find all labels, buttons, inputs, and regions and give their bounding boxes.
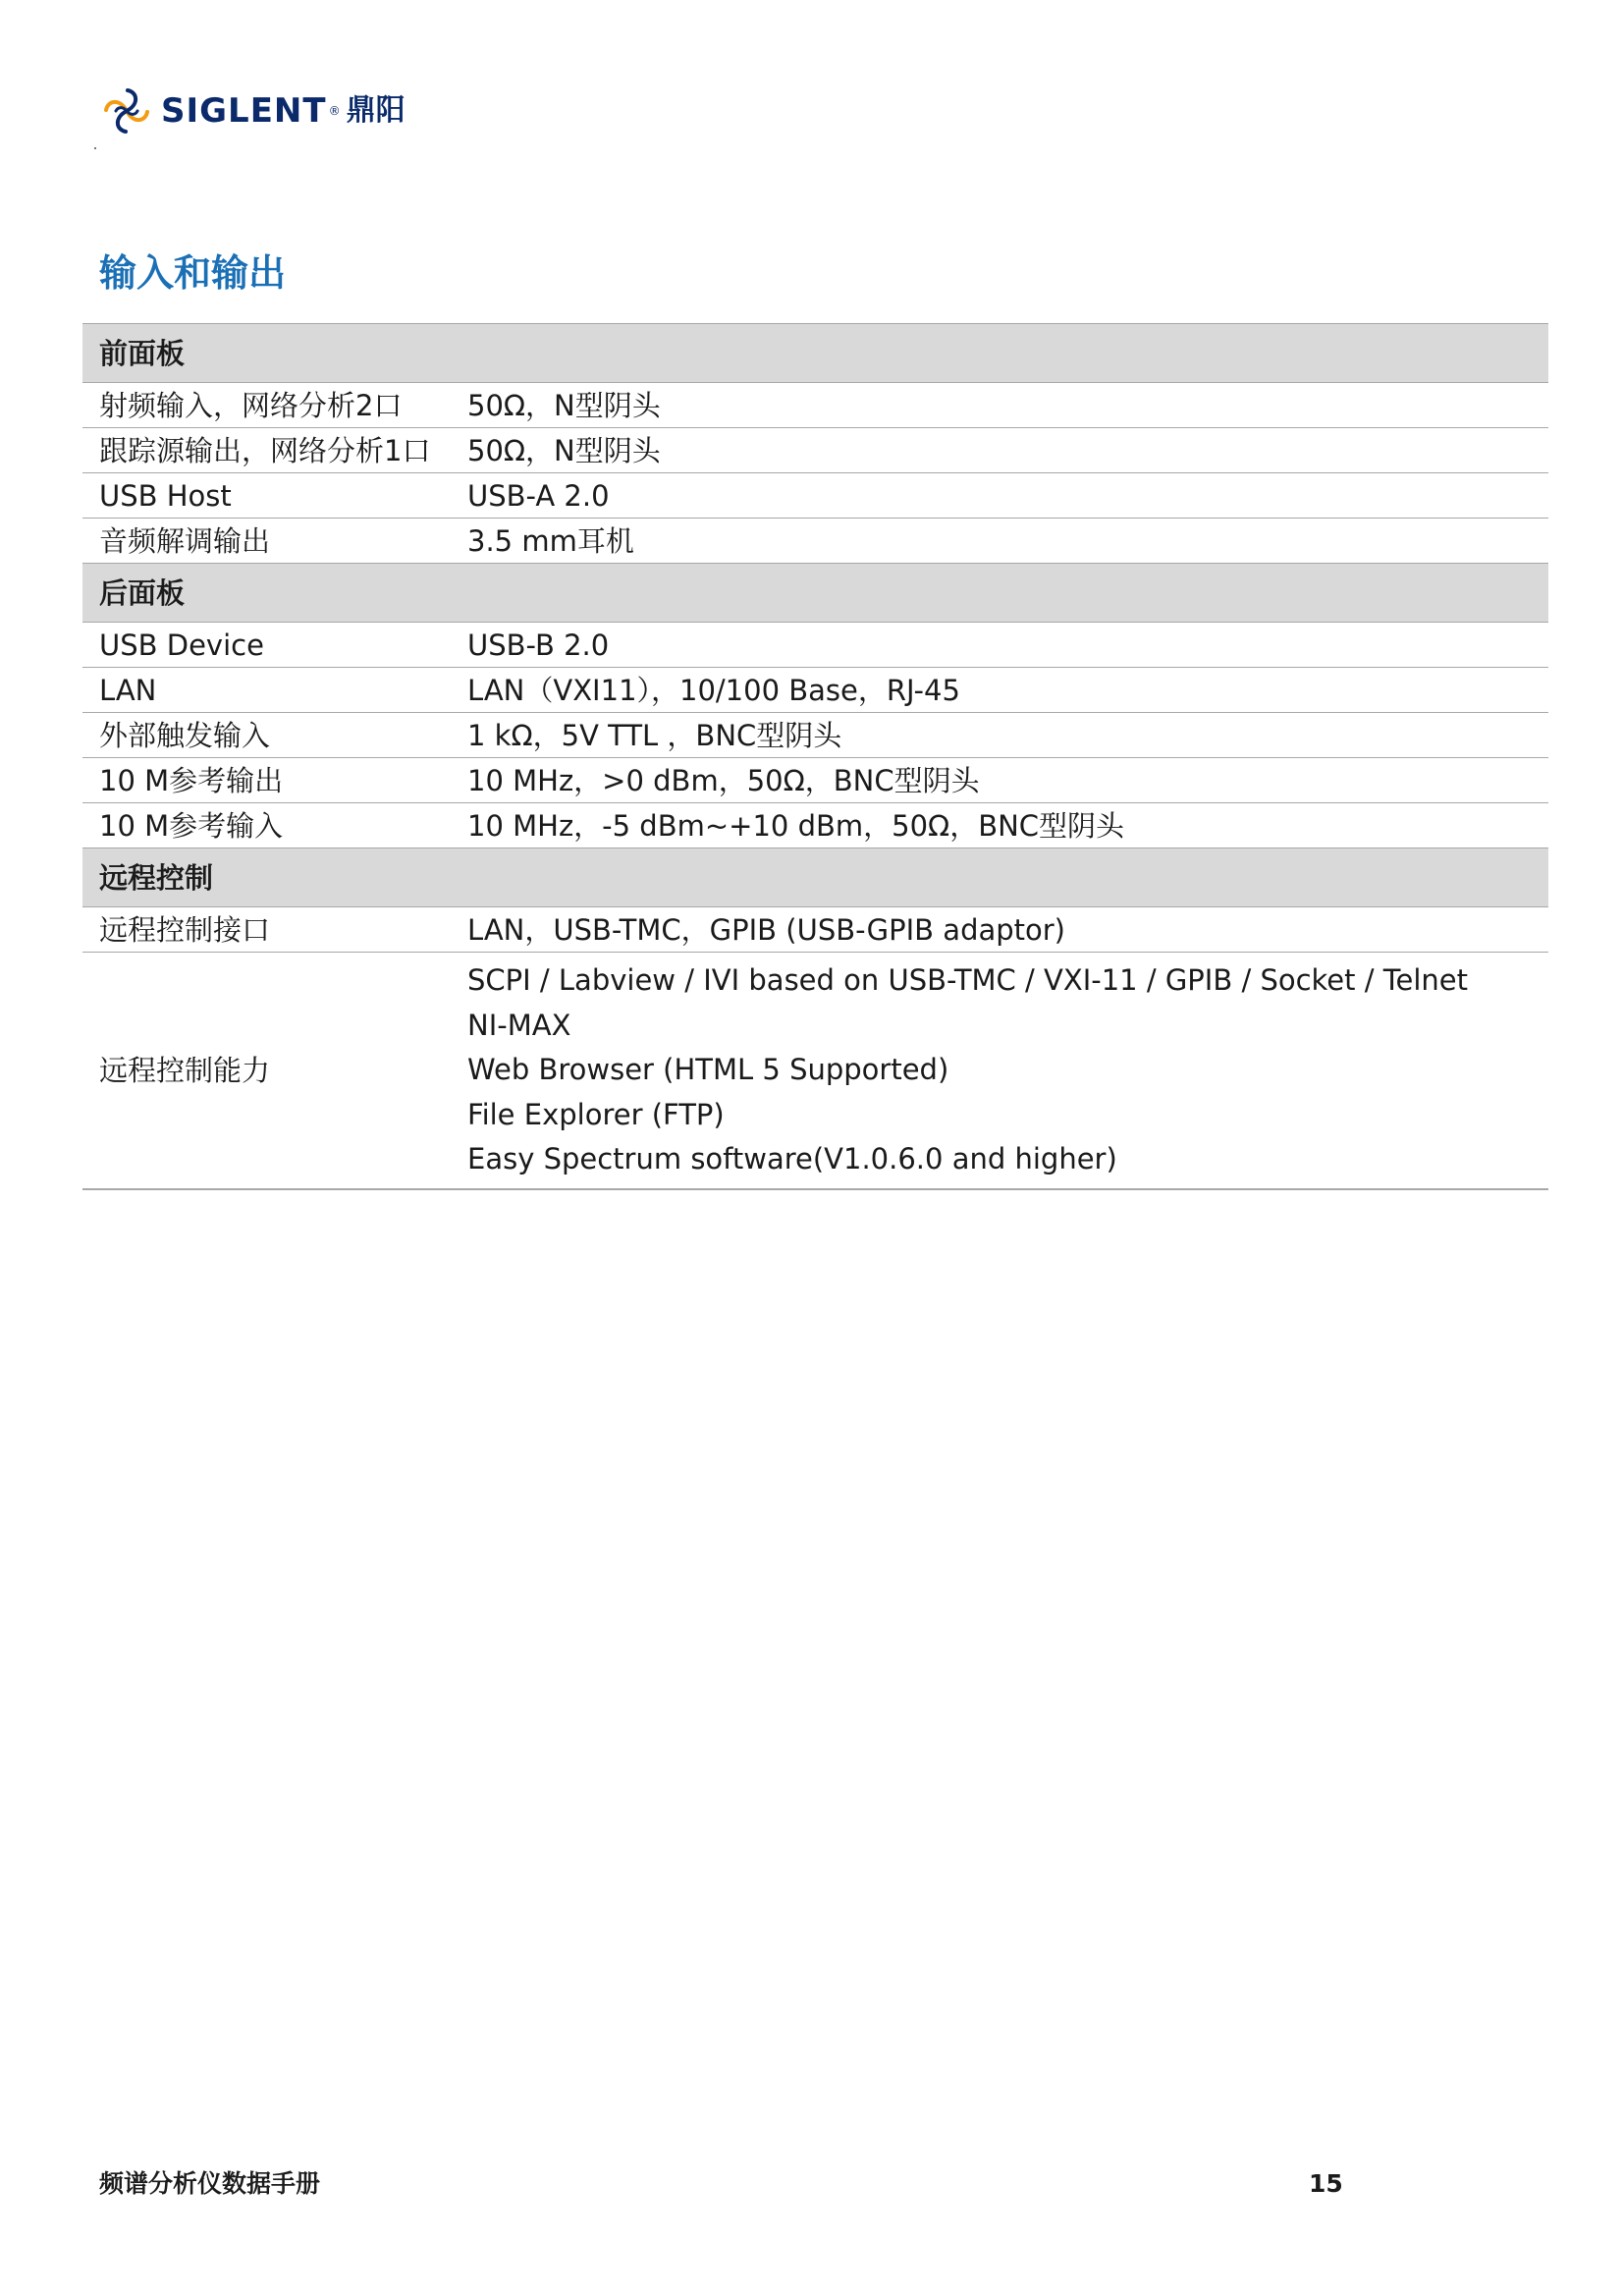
row-value: 50Ω，N型阴头 [451, 383, 1548, 428]
table-row [82, 473, 1548, 519]
spec-table [82, 323, 1548, 1190]
row-value: 50Ω，N型阴头 [451, 428, 1548, 473]
group-title: 后面板 [82, 564, 1548, 623]
table-row [82, 668, 1548, 713]
row-value: 1 kΩ，5V TTL ，BNC型阴头 [451, 713, 1548, 758]
header-dot [94, 147, 96, 149]
row-label: 外部触发输入 [82, 713, 451, 758]
group-header-front-panel [82, 324, 1548, 383]
row-label: 10 M参考输出 [82, 758, 451, 803]
row-label: 音频解调输出 [82, 519, 451, 564]
row-value: LAN，USB-TMC，GPIB (USB-GPIB adaptor) [451, 907, 1548, 953]
footer-page-number: 15 [1309, 2169, 1343, 2198]
row-value: 10 MHz，-5 dBm~+10 dBm，50Ω，BNC型阴头 [451, 803, 1548, 848]
row-value: 3.5 mm耳机 [451, 519, 1548, 564]
row-label: 远程控制能力 [82, 953, 451, 1189]
row-label: USB Device [82, 623, 451, 668]
table-row [82, 428, 1548, 473]
row-label: 跟踪源输出，网络分析1口 [82, 428, 451, 473]
row-value-list [451, 953, 1548, 1189]
row-label: LAN [82, 668, 451, 713]
group-title: 前面板 [82, 324, 1548, 383]
table-row [82, 623, 1548, 668]
table-row-multiline [82, 953, 1548, 1189]
section-title: 输入和输出 [99, 251, 287, 295]
row-value: LAN（VXI11），10/100 Base，RJ-45 [451, 668, 1548, 713]
group-title: 远程控制 [82, 848, 1548, 907]
row-value-line: File Explorer (FTP) [467, 1097, 725, 1131]
row-value: USB-B 2.0 [451, 623, 1548, 668]
brand-name: SIGLENT [161, 91, 327, 131]
table-row [82, 907, 1548, 953]
row-value-line: Easy Spectrum software(V1.0.6.0 and higher) [467, 1142, 1117, 1175]
group-header-remote-control [82, 848, 1548, 907]
table-row [82, 803, 1548, 848]
footer-doc-title: 频谱分析仪数据手册 [99, 2169, 321, 2198]
row-label: 10 M参考输入 [82, 803, 451, 848]
brand-name-cn: 鼎阳 [346, 93, 406, 128]
table-row [82, 519, 1548, 564]
siglent-swirl-icon [96, 81, 157, 141]
table-row [82, 383, 1548, 428]
row-label: 远程控制接口 [82, 907, 451, 953]
table-row [82, 758, 1548, 803]
registered-mark: ® [328, 104, 341, 118]
row-label: USB Host [82, 473, 451, 519]
row-label: 射频输入，网络分析2口 [82, 383, 451, 428]
row-value-line: SCPI / Labview / IVI based on USB-TMC / VXI-11 / GPIB / Socket / Telnet [467, 963, 1469, 997]
row-value: USB-A 2.0 [451, 473, 1548, 519]
row-value-line: NI-MAX [467, 1008, 571, 1042]
group-header-rear-panel [82, 564, 1548, 623]
row-value: 10 MHz，>0 dBm，50Ω，BNC型阴头 [451, 758, 1548, 803]
brand-logo [96, 81, 406, 141]
table-row [82, 713, 1548, 758]
row-value-line: Web Browser (HTML 5 Supported) [467, 1053, 949, 1086]
